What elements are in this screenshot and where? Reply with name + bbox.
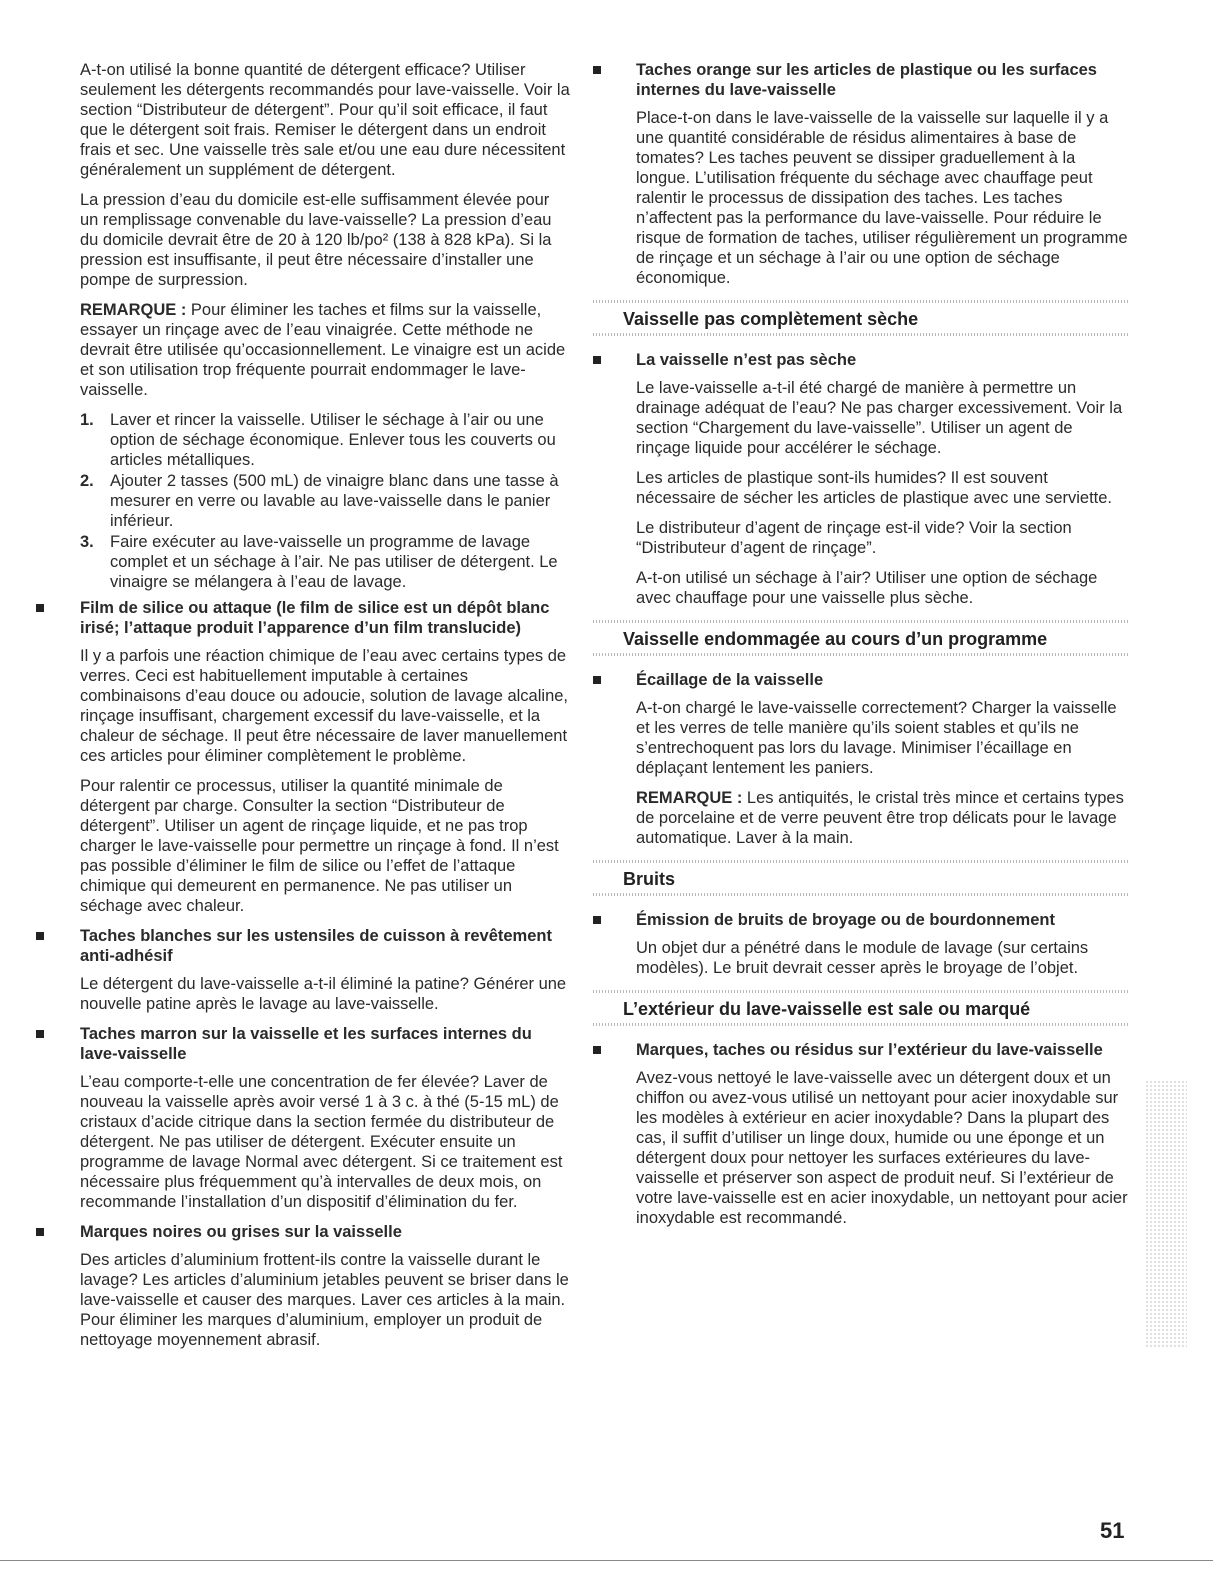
step-text: Laver et rincer la vaisselle. Utiliser le séchage à l’air ou une option de séchage économique. Enlever tous les couverts ou articles métalliques.	[110, 411, 556, 469]
paragraph: Le détergent du lave-vaisselle a-t-il éliminé la patine? Générer une nouvelle patine après le lavage au lave-vaisselle.	[80, 975, 567, 1013]
language-tab-watermark	[1145, 1080, 1187, 1348]
paragraph: A-t-on chargé le lave-vaisselle correctement? Charger la vaisselle et les verres de telle manière qu’ils soient stables et qu’ils ne s’entrechoquent pas lors du lavage. Minimiser l’écaillage en déplaçant lentement les paniers.	[636, 699, 1117, 777]
paragraph: Le lave-vaisselle a-t-il été chargé de manière à permettre un drainage adéquat de l’eau? Ne pas charger excessivement. Voir la section “Chargement du lave-vaisselle”. Utiliser un agent de rinçage liquide pour accélérer le séchage.	[636, 379, 1123, 457]
square-bullet-icon	[36, 1228, 44, 1236]
paragraph: Il y a parfois une réaction chimique de l’eau avec certains types de verres. Ceci est habituellement imputable à certaines combinaisons d’eau douce ou adoucie, solution de lavage alcaline, rinçage insuffisant, chargement excessif du lave-vaisselle, et la chaleur de séchage. Il peut être nécessaire de laver manuellement ces articles pour éliminer complètement le problème.	[80, 647, 569, 765]
step-number: 3.	[80, 533, 94, 551]
note-text: Les antiquités, le cristal très mince et certains types de porcelaine et de verre peuvent être trop délicats pour le lavage automatique. Laver à la main.	[636, 789, 1124, 847]
bullet-heading: Écaillage de la vaisselle	[636, 670, 1128, 690]
bullet-heading: Taches orange sur les articles de plastique ou les surfaces internes du lave-vaisselle	[636, 60, 1128, 100]
list-item	[80, 471, 570, 531]
square-bullet-icon	[593, 916, 601, 924]
note-label: REMARQUE :	[80, 301, 187, 319]
section-heading: Bruits	[593, 860, 1128, 896]
bullet-heading: Film de silice ou attaque (le film de silice est un dépôt blanc irisé; l’attaque produit l’apparence d’un film translucide)	[80, 598, 570, 638]
step-number: 2.	[80, 472, 94, 490]
section-heading: Vaisselle pas complètement sèche	[593, 300, 1128, 336]
paragraph: Des articles d’aluminium frottent-ils contre la vaisselle durant le lavage? Les articles d’aluminium jetables peuvent se briser dans le lave-vaisselle et causer des marques. Laver ces articles à la main. Pour éliminer les marques d’aluminium, employer un produit de nettoyage moyennement abrasif.	[80, 1251, 569, 1349]
square-bullet-icon	[593, 356, 601, 364]
list-item	[80, 532, 570, 592]
square-bullet-icon	[36, 604, 44, 612]
square-bullet-icon	[36, 1030, 44, 1038]
step-text: Faire exécuter au lave-vaisselle un programme de lavage complet et un séchage à l’air. Ne pas utiliser de détergent. Le vinaigre se mélangera à l’eau de lavage.	[110, 533, 558, 591]
paragraph: La pression d’eau du domicile est-elle suffisamment élevée pour un remplissage convenable du lave-vaisselle? La pression d’eau du domicile devrait être de 20 à 120 lb/po² (138 à 828 kPa). Si la pression est insuffisante, il peut être nécessaire d’installer une pompe de surpression.	[80, 191, 552, 289]
square-bullet-icon	[36, 932, 44, 940]
bullet-heading: Émission de bruits de broyage ou de bourdonnement	[636, 910, 1128, 930]
note-paragraph	[80, 300, 570, 400]
steps-list	[80, 410, 570, 592]
paragraph: A-t-on utilisé un séchage à l’air? Utiliser une option de séchage avec chauffage pour une vaisselle plus sèche.	[636, 569, 1098, 607]
paragraph: A-t-on utilisé la bonne quantité de détergent efficace? Utiliser seulement les détergents recommandés pour lave-vaisselle. Voir la section “Distributeur de détergent”. Pour qu’il soit efficace, il faut que le détergent soit frais. Remiser le détergent dans un endroit frais et sec. Une vaisselle très sale et/ou une eau dure nécessitent généralement un supplément de détergent.	[80, 61, 570, 179]
paragraph: Pour ralentir ce processus, utiliser la quantité minimale de détergent par charge. Consulter la section “Distributeur de détergent”. Utiliser un agent de rinçage liquide, et ne pas trop charger le lave-vaisselle pour permettre un rinçage à fond. Il n’est pas possible d’éliminer le film de silice ou l’effet de l’attaque chimique qui demeurent en permanence. Ne pas utiliser un séchage avec chaleur.	[80, 777, 559, 915]
square-bullet-icon	[593, 1046, 601, 1054]
note-text: Pour éliminer les taches et films sur la vaisselle, essayer un rinçage avec de l’eau vinaigrée. Cette méthode ne devrait être utilisée qu’occasionnellement. Le vinaigre est un acide et son utilisation trop fréquente pourrait endommager le lave-vaisselle.	[80, 301, 566, 399]
page-number: 51	[1100, 1518, 1125, 1543]
section-heading: Vaisselle endommagée au cours d’un programme	[593, 620, 1128, 656]
paragraph: Le distributeur d’agent de rinçage est-il vide? Voir la section “Distributeur d’agent de rinçage”.	[636, 519, 1072, 557]
paragraph: L’eau comporte-t-elle une concentration de fer élevée? Laver de nouveau la vaisselle après avoir versé 1 à 3 c. à thé (5-15 mL) de cristaux d’acide citrique dans la section fermée du distributeur de détergent. Ne pas utiliser de détergent. Exécuter ensuite un programme de lavage Normal avec détergent. Si ce traitement est nécessaire plus fréquemment qu’à intervalles de deux mois, on recommande l’installation d’un dispositif d’élimination du fer.	[80, 1073, 563, 1211]
bullet-heading: Marques, taches ou résidus sur l’extérieur du lave-vaisselle	[636, 1040, 1128, 1060]
left-column	[80, 60, 570, 1360]
paragraph: Avez-vous nettoyé le lave-vaisselle avec un détergent doux et un chiffon ou avez-vous utilisé un nettoyant pour acier inoxydable sur les modèles à extérieur en acier inoxydable? Dans la plupart des cas, il suffit d’utiliser un linge doux, humide ou une éponge et un détergent doux pour nettoyer les surfaces extérieures du lave-vaisselle et préserver son aspect de produit neuf. Si l’extérieur de votre lave-vaisselle est en acier inoxydable, un nettoyant pour acier inoxydable est recommandé.	[636, 1069, 1128, 1227]
paragraph: Place-t-on dans le lave-vaisselle de la vaisselle sur laquelle il y a une quantité considérable de résidus alimentaires à base de tomates? Les taches peuvent se dissiper graduellement à la longue. L’utilisation fréquente du séchage avec chauffage peut ralentir le processus de dissipation des taches. Les taches n’affectent pas la performance du lave-vaisselle. Pour réduire le risque de formation de taches, utiliser régulièrement un programme de rinçage et un séchage à l’air ou une option de séchage économique.	[636, 109, 1128, 287]
bullet-heading: La vaisselle n’est pas sèche	[636, 350, 1128, 370]
square-bullet-icon	[593, 66, 601, 74]
paragraph: Les articles de plastique sont-ils humides? Il est souvent nécessaire de sécher les articles de plastique avec une serviette.	[636, 469, 1113, 507]
step-text: Ajouter 2 tasses (500 mL) de vinaigre blanc dans une tasse à mesurer en verre ou lavable au lave-vaisselle dans le panier inférieur.	[110, 472, 559, 530]
note-label: REMARQUE :	[636, 789, 743, 807]
note-paragraph	[593, 788, 1128, 848]
list-item	[80, 410, 570, 470]
step-number: 1.	[80, 411, 94, 429]
bullet-heading: Marques noires ou grises sur la vaisselle	[80, 1222, 570, 1242]
square-bullet-icon	[593, 676, 601, 684]
bullet-heading: Taches marron sur la vaisselle et les surfaces internes du lave-vaisselle	[80, 1024, 570, 1064]
bullet-heading: Taches blanches sur les ustensiles de cuisson à revêtement anti-adhésif	[80, 926, 570, 966]
bottom-rule	[0, 1560, 1213, 1561]
right-column	[593, 60, 1128, 1238]
paragraph: Un objet dur a pénétré dans le module de lavage (sur certains modèles). Le bruit devrait cesser après le broyage de l’objet.	[636, 939, 1089, 977]
section-heading: L’extérieur du lave-vaisselle est sale ou marqué	[593, 990, 1128, 1026]
